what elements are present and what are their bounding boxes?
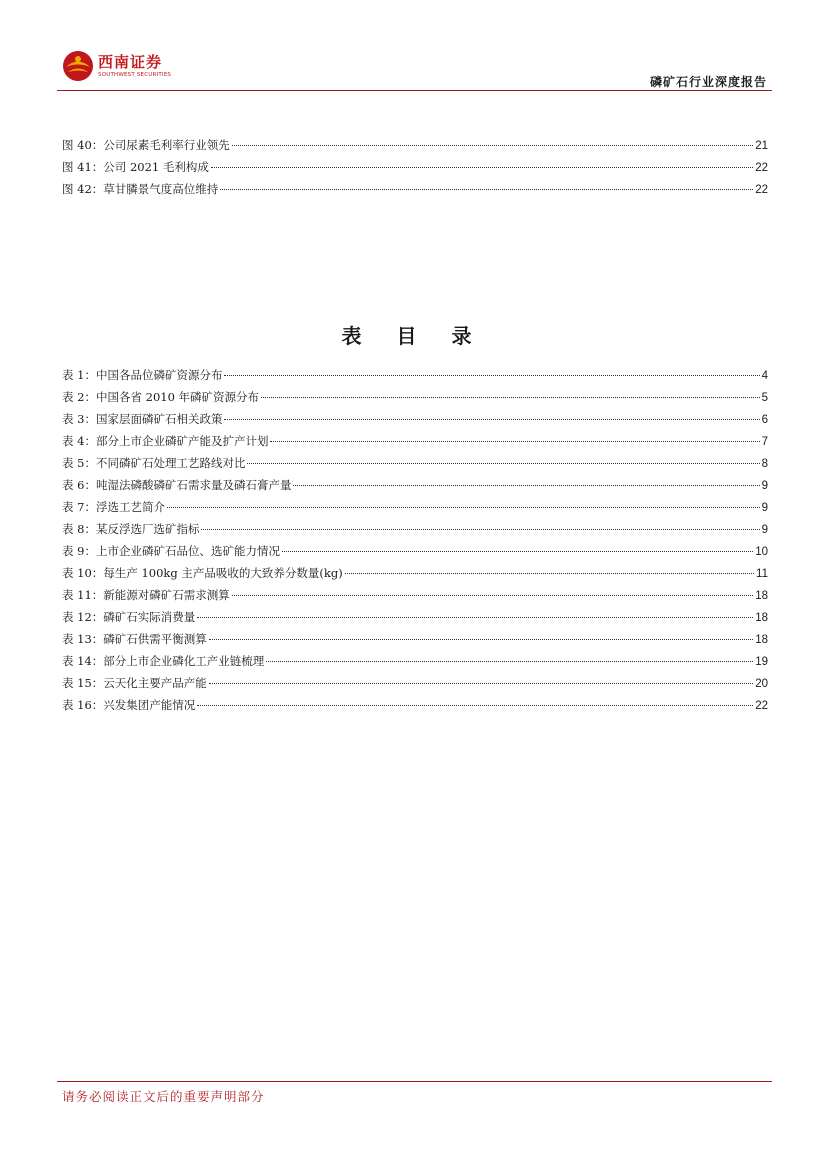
toc-entry-label: 表 15：云天化主要产品产能 <box>62 676 207 690</box>
toc-entry-page: 22 <box>755 184 768 196</box>
toc-entry[interactable] <box>62 181 768 203</box>
report-title: 磷矿石行业深度报告 <box>649 75 767 89</box>
toc-entry-page: 21 <box>755 140 768 152</box>
toc-entry[interactable] <box>62 543 768 565</box>
toc-leader <box>345 573 754 574</box>
toc-entry-label: 图 42：草甘膦景气度高位维持 <box>62 182 219 196</box>
toc-entry-label: 图 40：公司尿素毛利率行业领先 <box>62 138 230 152</box>
toc-entry-page: 19 <box>755 656 768 668</box>
toc-entry[interactable] <box>62 477 768 499</box>
footer-divider <box>57 1081 772 1082</box>
toc-leader <box>247 463 759 464</box>
toc-entry[interactable] <box>62 159 768 181</box>
toc-leader <box>232 595 753 596</box>
toc-entry[interactable] <box>62 137 768 159</box>
toc-entry-label: 表 7：浮选工艺简介 <box>62 500 165 514</box>
toc-entry-label: 表 9：上市企业磷矿石品位、选矿能力情况 <box>62 544 280 558</box>
toc-leader <box>261 397 760 398</box>
toc-entry[interactable] <box>62 389 768 411</box>
toc-entry-label: 表 1：中国各品位磷矿资源分布 <box>62 368 223 382</box>
toc-entry-page: 22 <box>755 162 768 174</box>
company-logo <box>62 50 171 82</box>
logo-chinese-name: 西南证券 <box>98 53 163 71</box>
toc-entry-label: 表 12：磷矿石实际消费量 <box>62 610 196 624</box>
logo-emblem-icon <box>62 50 94 82</box>
toc-entry-page: 9 <box>761 524 768 536</box>
toc-leader <box>270 441 759 442</box>
toc-leader <box>220 189 753 190</box>
table-toc-list <box>62 367 768 719</box>
toc-entry[interactable] <box>62 631 768 653</box>
toc-entry[interactable] <box>62 565 768 587</box>
logo-english-name: SOUTHWEST SECURITIES <box>98 72 172 78</box>
toc-entry-page: 18 <box>755 590 768 602</box>
toc-entry-label: 表 4：部分上市企业磷矿产能及扩产计划 <box>62 434 269 448</box>
toc-entry-label: 表 16：兴发集团产能情况 <box>62 698 196 712</box>
toc-entry-page: 18 <box>755 634 768 646</box>
toc-entry[interactable] <box>62 697 768 719</box>
toc-entry[interactable] <box>62 433 768 455</box>
toc-leader <box>293 485 759 486</box>
toc-entry-page: 5 <box>761 392 768 404</box>
toc-leader <box>209 683 753 684</box>
toc-entry-label: 表 6：吨湿法磷酸磷矿石需求量及磷石膏产量 <box>62 478 292 492</box>
header-divider <box>57 90 772 91</box>
toc-leader <box>266 661 753 662</box>
toc-entry[interactable] <box>62 521 768 543</box>
toc-entry-label: 图 41：公司 2021 毛利构成 <box>62 160 209 174</box>
toc-leader <box>201 529 759 530</box>
disclaimer-note: 请务必阅读正文后的重要声明部分 <box>62 1089 265 1104</box>
toc-entry-label: 表 3：国家层面磷矿石相关政策 <box>62 412 223 426</box>
toc-entry-page: 8 <box>761 458 768 470</box>
toc-entry-page: 11 <box>756 568 768 580</box>
toc-entry-label: 表 2：中国各省 2010 年磷矿资源分布 <box>62 390 260 404</box>
toc-entry-label: 表 14：部分上市企业磷化工产业链梳理 <box>62 654 265 668</box>
toc-entry[interactable] <box>62 587 768 609</box>
toc-entry-page: 7 <box>761 436 768 448</box>
toc-entry-page: 4 <box>761 370 768 382</box>
toc-entry[interactable] <box>62 455 768 477</box>
toc-entry-page: 22 <box>755 700 768 712</box>
toc-entry-label: 表 13：磷矿石供需平衡测算 <box>62 632 207 646</box>
toc-entry-label: 表 11：新能源对磷矿石需求测算 <box>62 588 230 602</box>
toc-entry[interactable] <box>62 367 768 389</box>
toc-leader <box>282 551 753 552</box>
toc-entry[interactable] <box>62 609 768 631</box>
toc-leader <box>232 145 753 146</box>
toc-entry-page: 20 <box>755 678 768 690</box>
toc-leader <box>197 617 753 618</box>
toc-leader <box>224 419 759 420</box>
toc-entry[interactable] <box>62 675 768 697</box>
toc-leader <box>209 639 753 640</box>
toc-leader <box>197 705 753 706</box>
toc-entry[interactable] <box>62 499 768 521</box>
toc-entry-page: 9 <box>761 502 768 514</box>
toc-entry-page: 18 <box>755 612 768 624</box>
toc-entry[interactable] <box>62 411 768 433</box>
table-toc-heading: 表 目 录 <box>341 324 486 348</box>
toc-entry-label: 表 5：不同磷矿石处理工艺路线对比 <box>62 456 246 470</box>
figure-toc-list <box>62 137 768 203</box>
toc-entry-page: 10 <box>755 546 768 558</box>
toc-leader <box>167 507 760 508</box>
toc-leader <box>224 375 759 376</box>
toc-entry[interactable] <box>62 653 768 675</box>
page-header <box>0 0 827 95</box>
toc-entry-page: 6 <box>761 414 768 426</box>
toc-leader <box>211 167 753 168</box>
toc-entry-label: 表 8：某反浮选厂选矿指标 <box>62 522 200 536</box>
toc-entry-page: 9 <box>761 480 768 492</box>
toc-entry-label: 表 10：每生产 100kg 主产品吸收的大致养分数量(kg) <box>62 566 343 580</box>
